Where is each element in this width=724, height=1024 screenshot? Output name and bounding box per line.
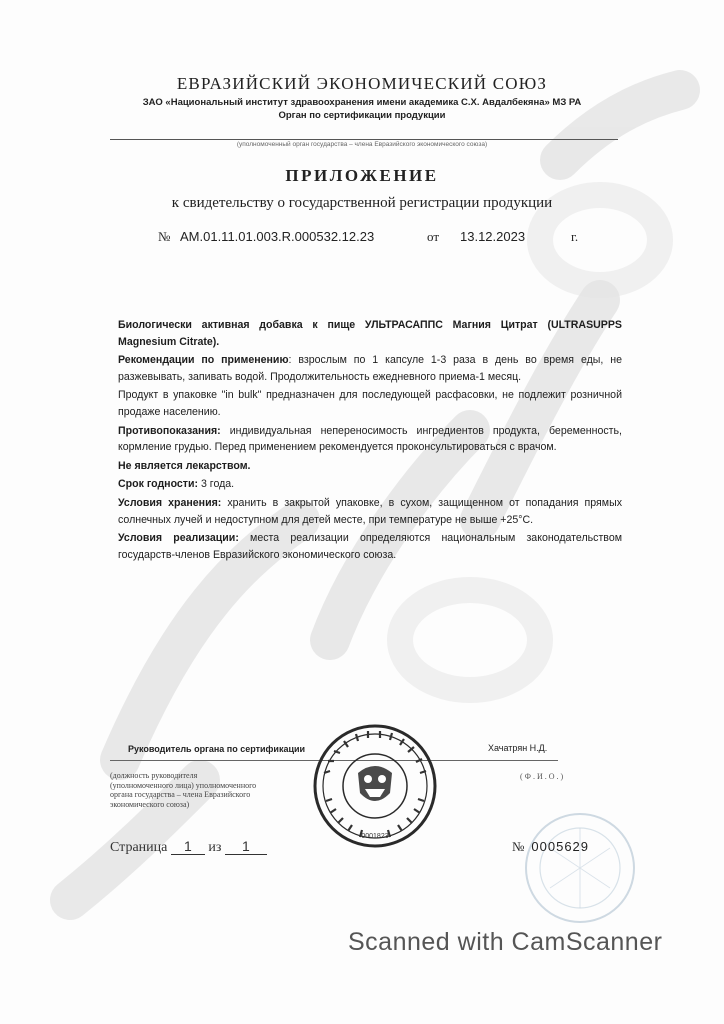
certificate-year-suffix: г. bbox=[571, 229, 579, 244]
official-seal-icon bbox=[310, 721, 440, 851]
camscanner-watermark: Scanned with CamScanner bbox=[348, 928, 663, 956]
document-body bbox=[118, 317, 622, 565]
header-rule-caption: (уполномоченный орган государства – члена Евразийского экономического союза) bbox=[236, 141, 488, 148]
union-heading: ЕВРАЗИЙСКИЙ ЭКОНОМИЧЕСКИЙ СОЮЗ bbox=[176, 74, 548, 93]
signatory-role-caption: (должность руководителя (уполномоченного лица) уполномоченного органа государства – члена Евразийского экономического союза) bbox=[110, 771, 257, 809]
page-current: 1 bbox=[171, 838, 205, 855]
usage-paragraph: Рекомендации по применению: взрослым по 1 капсуле 1-3 раза в день во время еды, не разжевывать, запивать водой. Продолжительность ежедневного приема-1 месяц. bbox=[118, 354, 622, 383]
seal-number: 0001823 bbox=[361, 833, 389, 840]
blue-stamp-icon bbox=[520, 808, 640, 928]
header-rule bbox=[110, 139, 618, 140]
institute-name: ЗАО «Национальный институт здравоохранения имени академика С.Х. Авдалбекяна» МЗ РА bbox=[142, 97, 582, 108]
bulk-paragraph: Продукт в упаковке "in bulk" предназначен для последующей расфасовки, не подлежит розничной продаже населению. bbox=[118, 389, 622, 418]
certificate-number-label: № bbox=[158, 229, 171, 244]
certificate-date: 13.12.2023 bbox=[460, 229, 526, 244]
shelf-life-paragraph: Срок годности: 3 года. bbox=[118, 478, 235, 491]
page-counter: Страница 1 из 1 bbox=[110, 838, 267, 856]
not-drug-note: Не является лекарством. bbox=[118, 459, 251, 472]
document-title: ПРИЛОЖЕНИЕ bbox=[285, 166, 439, 185]
certificate-number: AM.01.11.01.003.R.000532.12.23 bbox=[180, 229, 375, 244]
signatory-role: Руководитель органа по сертификации bbox=[128, 744, 306, 754]
serial-number: № 0005629 bbox=[512, 839, 590, 854]
document-subtitle: к свидетельству о государственной регистрации продукции bbox=[171, 195, 553, 211]
fio-caption: (Ф.И.О.) bbox=[520, 772, 566, 781]
certificate-from-label: от bbox=[427, 229, 440, 244]
certification-body: Орган по сертификации продукции bbox=[278, 110, 446, 121]
product-name: Биологически активная добавка к пище УЛЬТРАСАППС Магния Цитрат (ULTRASUPPS Magnesium Citrate). bbox=[118, 319, 622, 348]
signatory-name: Хачатрян Н.Д. bbox=[488, 743, 548, 753]
sale-paragraph: Условия реализации: места реализации определяются национальным законодательством государств-членов Евразийского экономического союза. bbox=[118, 532, 622, 561]
contraindications-paragraph: Противопоказания: индивидуальная непереносимость ингредиентов продукта, беременность, кормление грудью. Перед применением рекомендуется проконсультироваться с врачом. bbox=[118, 424, 622, 454]
storage-paragraph: Условия хранения: хранить в закрытой упаковке, в сухом, защищенном от попадания прямых солнечных лучей и недоступном для детей месте, при температуре не выше +25°С. bbox=[118, 496, 622, 526]
page-total: 1 bbox=[225, 838, 267, 855]
